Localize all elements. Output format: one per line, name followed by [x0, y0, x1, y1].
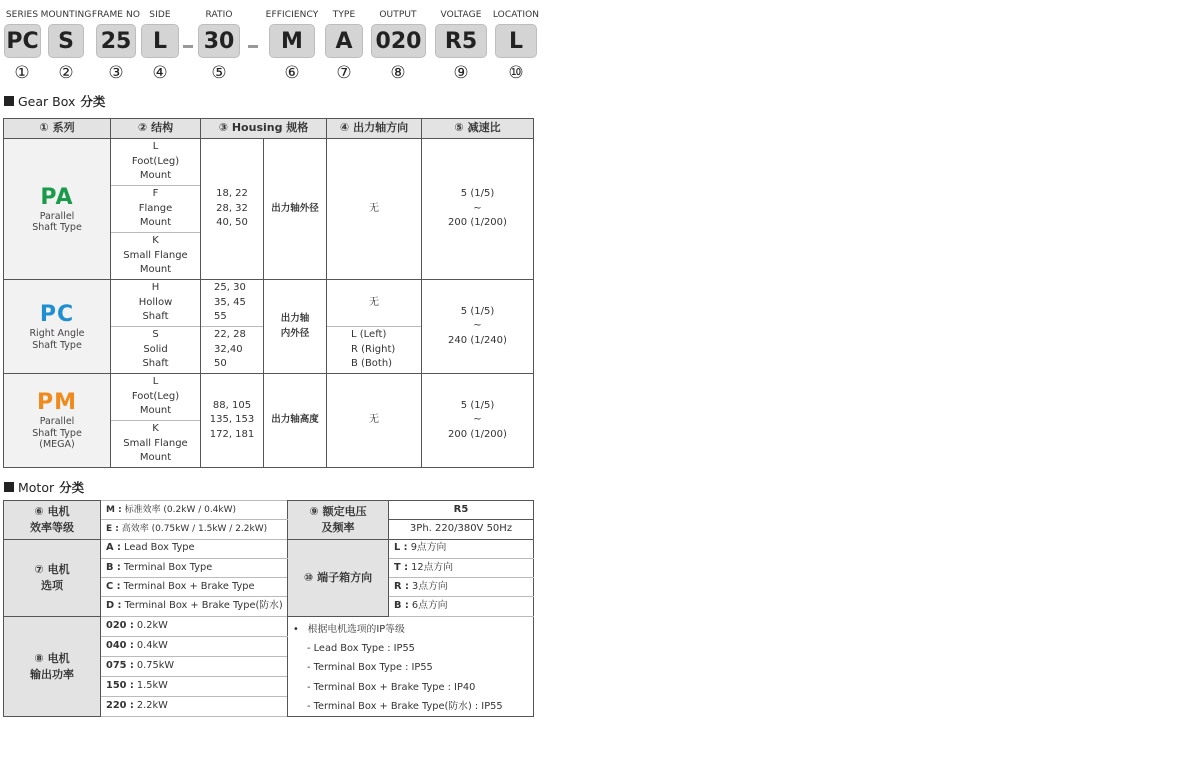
col-header-ratio: ⑤ 减速比	[422, 119, 534, 139]
mount-name: Shaft	[142, 358, 169, 370]
table-row	[4, 501, 534, 520]
option-code: L :	[394, 542, 408, 554]
location-option	[389, 558, 534, 577]
side-cell	[327, 327, 422, 374]
option-text: 2.2kW	[133, 700, 168, 712]
header-line: 输出功率	[30, 667, 74, 681]
option-text: 标准效率 (0.2kW / 0.4kW)	[121, 504, 237, 515]
code-label-side: SIDE	[149, 10, 171, 20]
option-text: Terminal Box Type	[120, 561, 213, 573]
option-code: E :	[106, 524, 119, 535]
header-line: 效率等级	[30, 520, 74, 534]
housing-value: 28, 32	[216, 202, 248, 214]
mount-name: Shaft	[142, 311, 169, 323]
output-option	[101, 636, 288, 656]
output-option	[101, 656, 288, 676]
series-desc: (MEGA)	[39, 439, 75, 451]
col-header-housing: ③ Housing 规格	[201, 119, 327, 139]
voltage-code: R5	[389, 501, 534, 520]
type-option	[101, 558, 288, 577]
code-box-series: PC	[4, 24, 41, 58]
location-header: ⑩ 端子箱方向	[288, 539, 389, 616]
code-num-1: ①	[14, 63, 30, 83]
code-label-output: OUTPUT	[379, 10, 417, 20]
location-option	[389, 578, 534, 597]
option-text: 0.4kW	[133, 640, 168, 652]
table-row	[4, 374, 534, 421]
gearbox-section-title	[4, 92, 105, 110]
housing-value: 40, 50	[216, 217, 248, 229]
motor-title-en: Motor	[18, 479, 55, 495]
mount-cell	[111, 186, 201, 233]
option-text: 高效率 (0.75kW / 1.5kW / 2.2kW)	[118, 524, 268, 535]
series-cell-pm	[4, 374, 111, 468]
option-code: 220 :	[106, 700, 134, 712]
header-line: 选项	[41, 578, 63, 592]
option-code: A :	[106, 542, 121, 554]
option-code: T :	[394, 561, 409, 573]
note-line: - Terminal Box + Brake Type : IP40	[307, 681, 476, 693]
ip-notes	[288, 616, 534, 716]
option-code: D :	[106, 600, 122, 612]
motor-title-cn: 分类	[59, 480, 85, 495]
code-num-7: ⑦	[336, 63, 352, 83]
ratio-value: 240 (1/240)	[448, 334, 507, 346]
housing-value: 88, 105	[212, 399, 252, 411]
housing-value: 135, 153	[209, 414, 255, 426]
option-code: B :	[106, 561, 121, 573]
ratio-value: 5 (1/5)	[460, 305, 495, 317]
series-cell-pa	[4, 139, 111, 280]
option-code: 150 :	[106, 680, 134, 692]
note-line: - Lead Box Type : IP55	[307, 643, 415, 655]
housing-value: 25, 30	[214, 282, 246, 294]
note-line: - Terminal Box Type : IP55	[307, 662, 433, 674]
ratio-value: ~	[473, 414, 482, 426]
ratio-value: ~	[473, 320, 482, 332]
output-option	[101, 677, 288, 697]
option-text: 12点方向	[408, 561, 453, 573]
mount-name: Mount	[139, 452, 172, 464]
note-heading: • 根据电机选项的IP等级	[293, 620, 533, 639]
ratio-value: ~	[473, 202, 482, 214]
ratio-value: 200 (1/200)	[448, 428, 507, 440]
code-label-ratio: RATIO	[205, 10, 233, 20]
mount-cell	[111, 280, 201, 327]
code-dash	[248, 45, 258, 48]
option-code: R :	[394, 581, 409, 593]
series-code-pm: PM	[36, 390, 78, 416]
ratio-cell	[422, 374, 534, 468]
note-line: - Terminal Box + Brake Type(防水) : IP55	[307, 700, 503, 712]
mount-code: K	[152, 423, 159, 435]
efficiency-header	[4, 501, 101, 540]
option-text: Terminal Box + Brake Type	[120, 581, 255, 593]
code-num-6: ⑥	[284, 63, 300, 83]
housing-cell	[201, 139, 264, 280]
option-code: M :	[106, 504, 122, 515]
series-code-pa: PA	[40, 184, 74, 210]
header-line: ⑥ 电机	[34, 504, 70, 518]
housing-value: 55	[214, 311, 227, 323]
code-num-9: ⑨	[453, 63, 469, 83]
side-cell: 无	[327, 374, 422, 468]
mount-name: Small Flange	[123, 437, 188, 449]
mount-code: F	[152, 188, 159, 200]
table-row	[4, 139, 534, 186]
mount-name: Foot(Leg)	[131, 390, 180, 402]
location-option	[389, 539, 534, 558]
square-bullet-icon	[4, 482, 14, 492]
ratio-value: 5 (1/5)	[460, 188, 495, 200]
code-box-type: A	[325, 24, 363, 58]
code-box-side: L	[141, 24, 179, 58]
series-desc: Shaft Type	[32, 339, 82, 351]
mount-cell	[111, 233, 201, 280]
option-text: Lead Box Type	[120, 542, 195, 554]
code-label-type: TYPE	[332, 10, 356, 20]
housing-value: 22, 28	[214, 329, 246, 341]
housing-cell	[201, 327, 264, 374]
housing-value: 35, 45	[214, 296, 246, 308]
ratio-cell	[422, 280, 534, 374]
code-box-efficiency: M	[269, 24, 315, 58]
mount-name: Mount	[139, 217, 172, 229]
voltage-text: 3Ph. 220/380V 50Hz	[389, 520, 534, 539]
code-box-voltage: R5	[435, 24, 487, 58]
housing-value: 172, 181	[209, 428, 255, 440]
option-text: 6点方向	[408, 600, 448, 612]
type-option	[101, 597, 288, 616]
mount-code: L	[152, 376, 159, 388]
location-option	[389, 597, 534, 616]
series-desc: Right Angle	[29, 328, 85, 339]
square-bullet-icon	[4, 96, 14, 106]
mount-cell	[111, 139, 201, 186]
option-text: 9点方向	[407, 542, 447, 554]
output-header	[4, 616, 101, 716]
mount-cell	[111, 421, 201, 468]
efficiency-option	[101, 520, 288, 539]
model-code	[0, 0, 545, 90]
option-code: 020 :	[106, 620, 134, 632]
mount-name: Mount	[139, 170, 172, 182]
housing-value: 32,40	[214, 343, 243, 355]
code-num-5: ⑤	[211, 63, 227, 83]
series-desc: Parallel	[39, 210, 75, 222]
code-label-efficiency: EFFICIENCY	[265, 10, 319, 20]
housing-spec-cell: 出力轴外径	[264, 139, 327, 280]
option-code: B :	[394, 600, 409, 612]
side-value: R (Right)	[351, 343, 396, 355]
side-cell: 无	[327, 280, 422, 327]
gearbox-table	[3, 118, 534, 468]
code-num-4: ④	[152, 63, 168, 83]
header-line: ⑨ 额定电压	[309, 504, 367, 518]
option-text: 3点方向	[408, 581, 448, 593]
spec-line: 出力轴	[280, 313, 310, 324]
ratio-cell	[422, 139, 534, 280]
mount-name: Mount	[139, 405, 172, 417]
table-row	[4, 539, 534, 558]
mount-cell	[111, 374, 201, 421]
option-text: 0.75kW	[133, 660, 175, 672]
type-option	[101, 539, 288, 558]
output-option	[101, 697, 288, 717]
series-desc: Shaft Type	[32, 427, 82, 439]
mount-code: K	[152, 235, 159, 247]
code-label-series: SERIES	[5, 10, 39, 20]
code-num-3: ③	[108, 63, 124, 83]
ratio-value: 200 (1/200)	[448, 217, 507, 229]
header-line: ⑦ 电机	[34, 562, 70, 576]
option-code: 040 :	[106, 640, 134, 652]
mount-name: Mount	[139, 264, 172, 276]
gearbox-title-en: Gear Box	[18, 93, 76, 109]
housing-spec-cell: 出力轴高度	[264, 374, 327, 468]
code-dash	[183, 45, 193, 48]
output-option	[101, 616, 288, 636]
code-label-location: LOCATION	[492, 10, 540, 20]
side-value: B (Both)	[351, 358, 393, 370]
mount-code: S	[152, 329, 159, 341]
spec-line: 内外径	[280, 327, 310, 339]
mount-name: Small Flange	[123, 249, 188, 261]
option-text: 0.2kW	[133, 620, 168, 632]
mount-name: Solid	[143, 343, 168, 355]
side-value: L (Left)	[351, 329, 387, 341]
mount-code: L	[152, 141, 159, 153]
mount-code: H	[151, 282, 160, 294]
code-label-voltage: VOLTAGE	[440, 10, 482, 20]
option-code: 075 :	[106, 660, 134, 672]
type-option	[101, 578, 288, 597]
code-num-2: ②	[58, 63, 74, 83]
mount-name: Hollow	[138, 296, 173, 308]
mount-name: Flange	[138, 202, 173, 214]
option-text: 1.5kW	[133, 680, 168, 692]
col-header-series: ① 系列	[4, 119, 111, 139]
gearbox-title-cn: 分类	[80, 94, 106, 109]
option-text: Terminal Box + Brake Type(防水)	[121, 600, 283, 612]
efficiency-option	[101, 501, 288, 520]
housing-cell	[201, 280, 264, 327]
series-desc: Shaft Type	[32, 222, 82, 233]
option-code: C :	[106, 581, 121, 593]
code-box-location: L	[495, 24, 537, 58]
gearbox-header-row	[4, 119, 534, 139]
type-header	[4, 539, 101, 616]
motor-section-title	[4, 478, 84, 496]
mount-cell	[111, 327, 201, 374]
ratio-value: 5 (1/5)	[460, 399, 495, 411]
code-box-ratio: 30	[198, 24, 240, 58]
header-line: 及频率	[321, 520, 355, 534]
series-desc: Parallel	[39, 416, 75, 428]
code-label-mounting: MOUNTING	[40, 10, 92, 20]
code-num-8: ⑧	[390, 63, 406, 83]
mount-name: Foot(Leg)	[131, 155, 180, 167]
housing-value: 50	[214, 358, 227, 370]
col-header-structure: ② 结构	[111, 119, 201, 139]
col-header-side: ④ 出力轴方向	[327, 119, 422, 139]
voltage-header	[288, 501, 389, 540]
code-box-mounting: S	[48, 24, 84, 58]
code-num-10: ⑩	[508, 63, 524, 83]
code-box-frame: 25	[96, 24, 136, 58]
series-code-pc: PC	[39, 302, 75, 327]
header-line: ⑧ 电机	[34, 651, 70, 665]
motor-table	[3, 500, 534, 717]
housing-value: 18, 22	[216, 188, 248, 200]
table-row	[4, 616, 534, 636]
code-label-frame: FRAME NO	[91, 10, 141, 20]
code-box-output: 020	[371, 24, 426, 58]
series-cell-pc	[4, 280, 111, 374]
housing-spec-cell	[264, 280, 327, 374]
side-cell: 无	[327, 139, 422, 280]
housing-cell	[201, 374, 264, 468]
table-row	[4, 280, 534, 327]
